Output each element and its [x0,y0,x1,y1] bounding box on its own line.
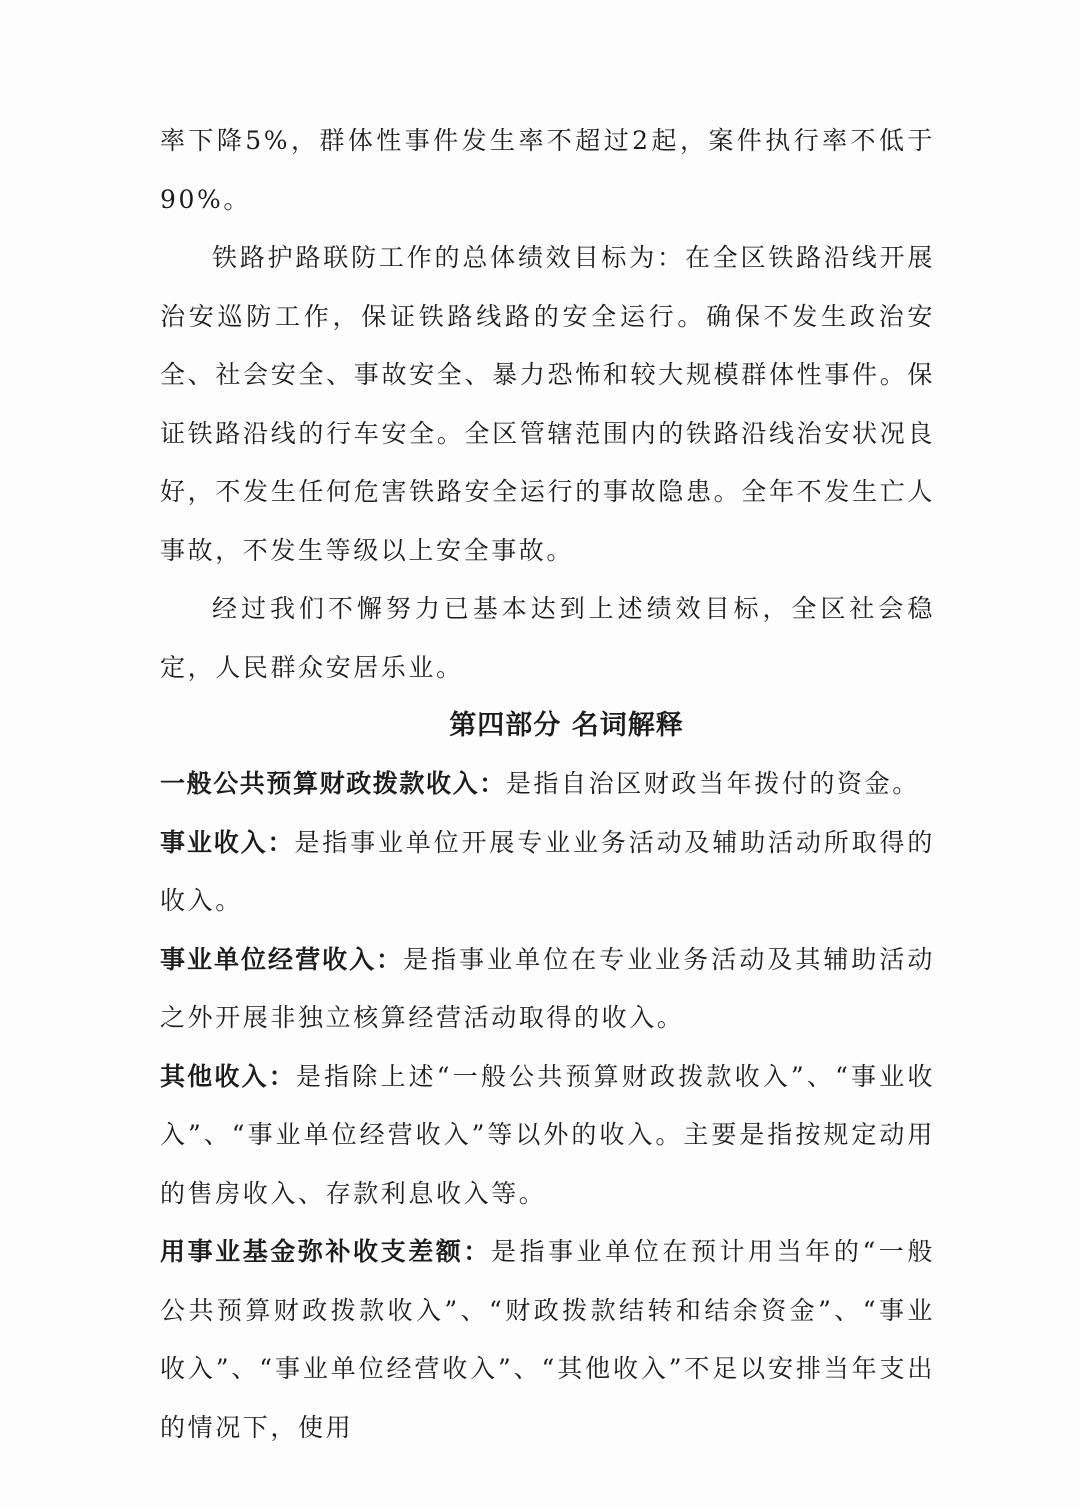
definition-text: 是指自治区财政当年拨付的资金。 [505,769,920,798]
definition-item [160,814,935,931]
definition-item [160,931,935,1048]
definition-item [160,1048,935,1224]
definition-item [160,1223,935,1457]
definition-text: 是指除上述“一般公共预算财政拨款收入”、“事业收入”、“事业单位经营收入”等以外的收入。主要是指按规定动用的售房收入、存款利息收入等。 [160,1061,935,1208]
paragraph-continuation: 率下降5%，群体性事件发生率不超过2起，案件执行率不低于90%。 [160,126,935,214]
section-heading: 第四部分 名词解释 [449,710,684,741]
definition-text: 是指事业单位开展专业业务活动及辅助活动所取得的收入。 [160,827,935,915]
definition-text: 是指事业单位在预计用当年的“一般公共预算财政拨款收入”、“财政拨款结转和结余资金”、“事业收入”、“事业单位经营收入”、“其他收入”不足以安排当年支出的情况下，使用 [160,1237,935,1442]
definition-term: 一般公共预算财政拨款收入： [160,769,506,798]
paragraph-summary: 经过我们不懈努力已基本达到上述绩效目标，全区社会稳定，人民群众安居乐业。 [160,594,935,682]
definition-text: 是指事业单位在专业业务活动及其辅助活动之外开展非独立核算经营活动取得的收入。 [160,944,936,1032]
definition-term: 用事业基金弥补收支差额： [160,1237,491,1266]
definition-term: 其他收入： [160,1061,296,1091]
definition-term: 事业收入： [160,827,295,857]
definition-item [160,755,935,814]
paragraph-railway-goals: 铁路护路联防工作的总体绩效目标为：在全区铁路沿线开展治安巡防工作，保证铁路线路的安全运行。确保不发生政治安全、社会安全、事故安全、暴力恐怖和较大规模群体性事件。保证铁路沿线的行车安全。全区管辖范围内的铁路沿线治安状况良好，不发生任何危害铁路安全运行的事故隐患。全年不发生亡人事故，不发生等级以上安全事故。 [160,243,935,565]
definition-term: 事业单位经营收入： [160,944,404,974]
